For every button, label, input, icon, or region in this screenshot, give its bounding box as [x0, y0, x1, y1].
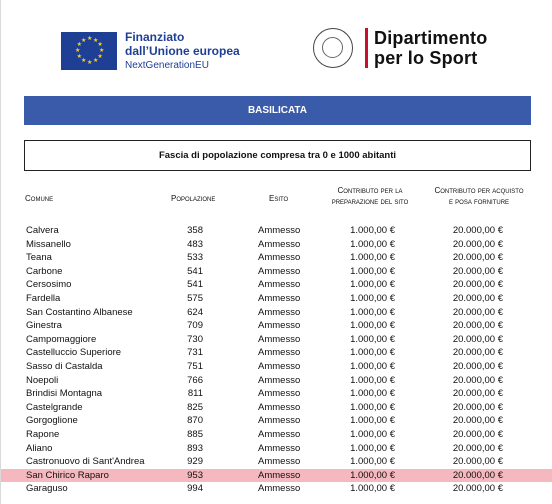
cell-contributo-acquisto: 20.000,00 € — [452, 320, 503, 332]
cell-popolazione: 731 — [187, 347, 203, 359]
cell-comune: Castronuovo di Sant'Andrea — [26, 456, 145, 468]
cell-contributo-acquisto: 20.000,00 € — [452, 225, 503, 236]
eu-star-icon: ★ — [93, 37, 99, 44]
eu-funding-logo — [61, 30, 240, 72]
cell-contributo-preparazione: 1.000,00 € — [350, 483, 395, 495]
cell-esito: Ammesso — [258, 292, 301, 304]
table-row — [1, 278, 552, 292]
cell-contributo-acquisto: 20.000,00 € — [452, 388, 503, 400]
cell-contributo-preparazione: 1.000,00 € — [350, 333, 395, 345]
col-header-esito: Esito — [269, 194, 289, 203]
republic-seal-icon — [313, 28, 353, 68]
cell-contributo-preparazione: 1.000,00 € — [350, 320, 395, 332]
cell-esito: Ammesso — [258, 225, 301, 236]
eu-star-icon: ★ — [81, 37, 87, 44]
cell-comune: Aliano — [26, 442, 53, 454]
cell-popolazione: 575 — [187, 292, 203, 304]
col-header-prep-line1: Contributo per la — [337, 186, 403, 195]
col-header-comune: Comune — [25, 194, 54, 203]
table-row — [1, 428, 552, 442]
cell-contributo-acquisto: 20.000,00 € — [452, 292, 503, 304]
cell-esito: Ammesso — [258, 320, 301, 332]
table-row — [1, 251, 552, 265]
cell-comune: Teana — [26, 252, 52, 264]
dept-red-bar — [365, 28, 368, 68]
cell-esito: Ammesso — [258, 415, 301, 427]
cell-contributo-acquisto: 20.000,00 € — [452, 279, 503, 291]
eu-star-icon: ★ — [75, 48, 81, 54]
eu-star-icon: ★ — [97, 54, 103, 60]
cell-comune: Fardella — [26, 292, 61, 304]
table-row — [1, 374, 552, 388]
cell-contributo-acquisto: 20.000,00 € — [452, 428, 503, 440]
cell-contributo-preparazione: 1.000,00 € — [350, 225, 395, 236]
cell-comune: Campomaggiore — [26, 333, 97, 345]
eu-star-icon: ★ — [81, 58, 87, 65]
col-header-acq-line1: Contributo per acquisto — [434, 186, 524, 195]
cell-popolazione: 709 — [187, 320, 203, 332]
cell-contributo-preparazione: 1.000,00 € — [350, 469, 395, 481]
cell-contributo-acquisto: 20.000,00 € — [452, 456, 503, 468]
cell-esito: Ammesso — [258, 456, 301, 468]
population-band-title: Fascia di popolazione compresa tra 0 e 1000 abitanti — [24, 140, 531, 171]
cell-contributo-preparazione: 1.000,00 € — [350, 279, 395, 291]
cell-esito: Ammesso — [258, 401, 301, 413]
cell-contributo-preparazione: 1.000,00 € — [350, 401, 395, 413]
cell-popolazione: 541 — [187, 279, 203, 291]
cell-contributo-acquisto: 20.000,00 € — [452, 415, 503, 427]
cell-popolazione: 929 — [187, 456, 203, 468]
cell-comune: Gorgoglione — [26, 415, 78, 427]
table-row — [1, 442, 552, 456]
cell-popolazione: 870 — [187, 415, 203, 427]
cell-contributo-preparazione: 1.000,00 € — [350, 388, 395, 400]
cell-esito: Ammesso — [258, 483, 301, 495]
cell-contributo-acquisto: 20.000,00 € — [452, 347, 503, 359]
eu-logo-line2: dall’Unione europea — [125, 44, 240, 58]
eu-star-icon: ★ — [87, 60, 93, 66]
table-row — [1, 387, 552, 401]
cell-popolazione: 483 — [187, 238, 203, 250]
dept-logo-line1: Dipartimento — [374, 28, 488, 48]
cell-contributo-preparazione: 1.000,00 € — [350, 442, 395, 454]
cell-contributo-preparazione: 1.000,00 € — [350, 252, 395, 264]
cell-comune: San Chirico Raparo — [26, 469, 109, 481]
eu-flag-icon — [61, 32, 117, 70]
cell-contributo-preparazione: 1.000,00 € — [350, 374, 395, 386]
table-row — [1, 401, 552, 415]
table-row — [1, 333, 552, 347]
cell-esito: Ammesso — [258, 238, 301, 250]
cell-esito: Ammesso — [258, 306, 301, 318]
table-body — [1, 224, 552, 496]
table-row — [1, 482, 552, 496]
table-row — [1, 224, 552, 238]
table-row — [1, 360, 552, 374]
eu-star-icon: ★ — [76, 42, 82, 48]
eu-star-icon: ★ — [87, 36, 93, 42]
cell-comune: Cersosimo — [26, 279, 72, 291]
dept-logo-line2: per lo Sport — [374, 48, 478, 68]
cell-contributo-preparazione: 1.000,00 € — [350, 306, 395, 318]
cell-popolazione: 893 — [187, 442, 203, 454]
cell-popolazione: 825 — [187, 401, 203, 413]
cell-popolazione: 953 — [187, 469, 203, 481]
eu-star-icon: ★ — [97, 42, 103, 48]
col-header-contributo-acquisto — [425, 185, 533, 207]
cell-contributo-acquisto: 20.000,00 € — [452, 333, 503, 345]
cell-popolazione: 766 — [187, 374, 203, 386]
cell-contributo-acquisto: 20.000,00 € — [452, 469, 503, 481]
cell-esito: Ammesso — [258, 279, 301, 291]
cell-esito: Ammesso — [258, 388, 301, 400]
cell-contributo-preparazione: 1.000,00 € — [350, 428, 395, 440]
table-row — [1, 265, 552, 279]
cell-contributo-acquisto: 20.000,00 € — [452, 401, 503, 413]
cell-comune: Garaguso — [26, 483, 68, 495]
table-row — [1, 414, 552, 428]
cell-contributo-preparazione: 1.000,00 € — [350, 238, 395, 250]
eu-star-icon: ★ — [76, 54, 82, 60]
cell-esito: Ammesso — [258, 428, 301, 440]
cell-comune: Castelgrande — [26, 401, 83, 413]
department-logo — [313, 28, 487, 68]
cell-comune: San Costantino Albanese — [26, 306, 133, 318]
region-banner: BASILICATA — [24, 96, 531, 125]
cell-contributo-acquisto: 20.000,00 € — [452, 265, 503, 277]
cell-esito: Ammesso — [258, 265, 301, 277]
table-row-highlighted — [1, 469, 552, 483]
cell-comune: Carbone — [26, 265, 63, 277]
table-row — [1, 306, 552, 320]
cell-contributo-preparazione: 1.000,00 € — [350, 456, 395, 468]
table-row — [1, 346, 552, 360]
cell-esito: Ammesso — [258, 252, 301, 264]
cell-contributo-preparazione: 1.000,00 € — [350, 292, 395, 304]
cell-popolazione: 811 — [187, 388, 203, 400]
cell-contributo-acquisto: 20.000,00 € — [452, 483, 503, 495]
cell-popolazione: 624 — [187, 306, 203, 318]
cell-comune: Brindisi Montagna — [26, 388, 103, 400]
cell-contributo-preparazione: 1.000,00 € — [350, 347, 395, 359]
cell-comune: Missanello — [26, 238, 71, 250]
cell-comune: Ginestra — [26, 320, 62, 332]
cell-contributo-acquisto: 20.000,00 € — [452, 306, 503, 318]
cell-contributo-preparazione: 1.000,00 € — [350, 360, 395, 372]
col-header-prep-line2: preparazione del sito — [331, 197, 409, 206]
eu-logo-line1: Finanziato — [125, 30, 185, 44]
cell-popolazione: 358 — [187, 225, 203, 236]
cell-popolazione: 994 — [187, 483, 203, 495]
cell-comune: Castelluccio Superiore — [26, 347, 122, 359]
cell-comune: Rapone — [26, 428, 60, 440]
cell-esito: Ammesso — [258, 442, 301, 454]
col-header-contributo-preparazione — [323, 185, 417, 207]
cell-popolazione: 751 — [187, 360, 203, 372]
eu-logo-text — [125, 30, 240, 72]
cell-contributo-preparazione: 1.000,00 € — [350, 415, 395, 427]
cell-popolazione: 730 — [187, 333, 203, 345]
cell-contributo-preparazione: 1.000,00 € — [350, 265, 395, 277]
table-row — [1, 319, 552, 333]
table-row — [1, 292, 552, 306]
cell-esito: Ammesso — [258, 360, 301, 372]
cell-contributo-acquisto: 20.000,00 € — [452, 374, 503, 386]
cell-esito: Ammesso — [258, 347, 301, 359]
cell-esito: Ammesso — [258, 374, 301, 386]
cell-comune: Calvera — [26, 225, 59, 236]
col-header-acq-line2: e posa forniture — [448, 197, 510, 206]
dept-logo-text — [374, 28, 487, 68]
table-header — [1, 183, 552, 213]
eu-logo-line3: NextGenerationEU — [125, 60, 209, 71]
cell-contributo-acquisto: 20.000,00 € — [452, 252, 503, 264]
cell-comune: Sasso di Castalda — [26, 360, 103, 372]
cell-popolazione: 533 — [187, 252, 203, 264]
cell-esito: Ammesso — [258, 333, 301, 345]
cell-popolazione: 885 — [187, 428, 203, 440]
cell-contributo-acquisto: 20.000,00 € — [452, 238, 503, 250]
cell-contributo-acquisto: 20.000,00 € — [452, 360, 503, 372]
cell-popolazione: 541 — [187, 265, 203, 277]
eu-star-icon: ★ — [93, 58, 99, 65]
cell-contributo-acquisto: 20.000,00 € — [452, 442, 503, 454]
eu-star-icon: ★ — [99, 48, 105, 54]
cell-esito: Ammesso — [258, 469, 301, 481]
col-header-popolazione: Popolazione — [171, 194, 216, 203]
cell-comune: Noepoli — [26, 374, 59, 386]
table-row — [1, 455, 552, 469]
table-row — [1, 238, 552, 252]
